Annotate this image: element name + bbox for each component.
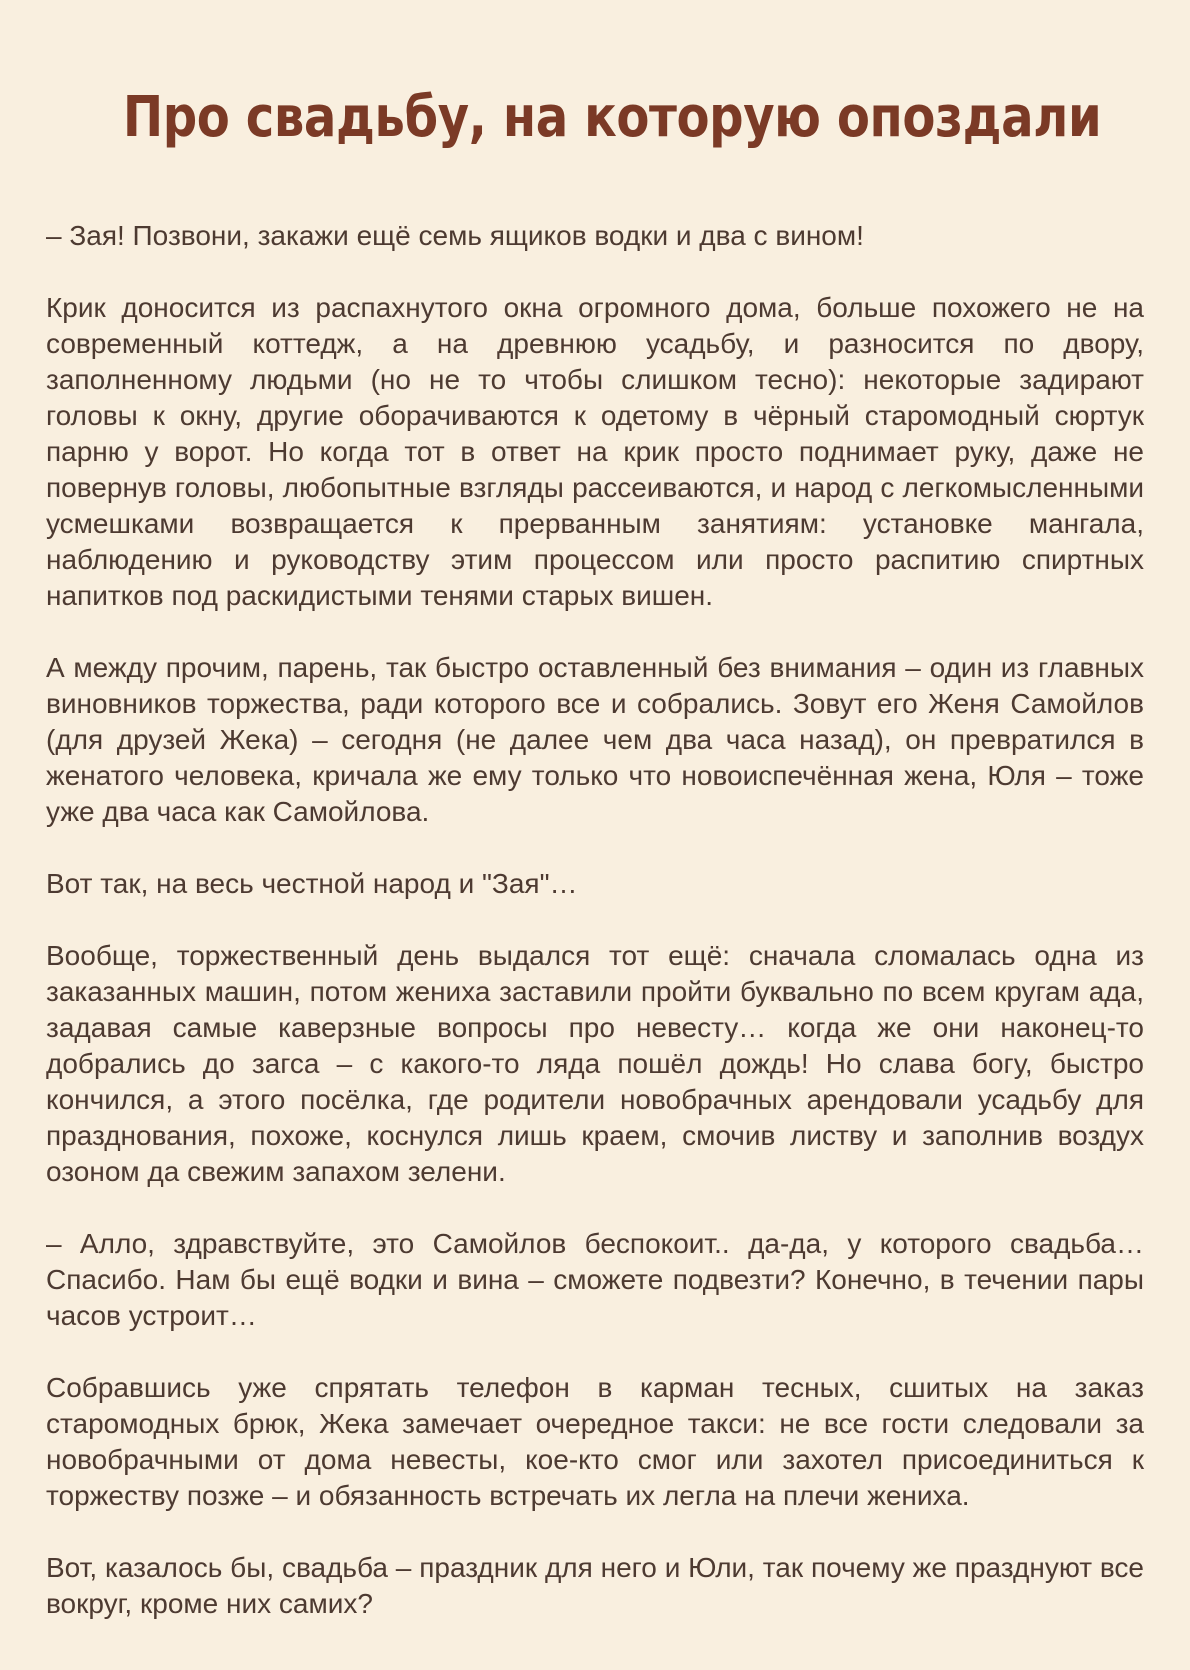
story-body — [46, 218, 1144, 1622]
paragraph-7: Собравшись уже спрятать телефон в карман тесных, сшитых на заказ старомодных брюк, Жека замечает очередное такси: не все гости следовали за новобрачными от дома невесты, кое-кто смог или захотел присоединиться к торжеству позже – и обязанность встречать их легла на плечи жениха. — [46, 1372, 1144, 1511]
paragraph-4: Вот так, на весь честной народ и "Зая"… — [46, 868, 578, 899]
paragraph-3: А между прочим, парень, так быстро оставленный без внимания – один из главных виновников торжества, ради которого все и собрались. Зовут его Женя Самойлов (для друзей Жека) – сегодня (не далее чем два часа назад), он превратился в женатого человека, кричала же ему только что новоиспечённая жена, Юля – тоже уже два часа как Самойлова. — [46, 652, 1144, 827]
paragraph-5: Вообще, торжественный день выдался тот ещё: сначала сломалась одна из заказанных машин, потом жениха заставили пройти буквально по всем кругам ада, задавая самые каверзные вопросы про невесту… когда же они наконец-то добрались до загса – с какого-то ляда пошёл дождь! Но слава богу, быстро кончился, а этого посёлка, где родители новобрачных арендовали усадьбу для празднования, похоже, коснулся лишь краем, смочив листву и заполнив воздух озоном да свежим запахом зелени. — [46, 940, 1144, 1187]
paragraph-2: Крик доносится из распахнутого окна огромного дома, больше похожего не на современный коттедж, а на древнюю усадьбу, и разносится по двору, заполненному людьми (но не то чтобы слишком тесно): некоторые задирают головы к окну, другие оборачиваются к одетому в чёрный старомодный сюртук парню у ворот. Но когда тот в ответ на крик просто поднимает руку, даже не повернув головы, любопытные взгляды рассеиваются, и народ с легкомысленными усмешками возвращается к прерванным занятиям: установке мангала, наблюдению и руководству этим процессом или просто распитию спиртных напитков под раскидистыми тенями старых вишен. — [46, 292, 1144, 611]
paragraph-1: – Зая! Позвони, закажи ещё семь ящиков водки и два с вином! — [46, 220, 864, 251]
paragraph-6: – Алло, здравствуйте, это Самойлов беспокоит.. да-да, у которого свадьба… Спасибо. Нам бы ещё водки и вина – сможете подвезти? Конечно, в течении пары часов устроит… — [46, 1228, 1144, 1331]
page-title: Про свадьбу, на которую опоздали — [122, 85, 1102, 150]
paragraph-8: Вот, казалось бы, свадьба – праздник для него и Юли, так почему же празднуют все вокруг, кроме них самих? — [46, 1552, 1144, 1619]
